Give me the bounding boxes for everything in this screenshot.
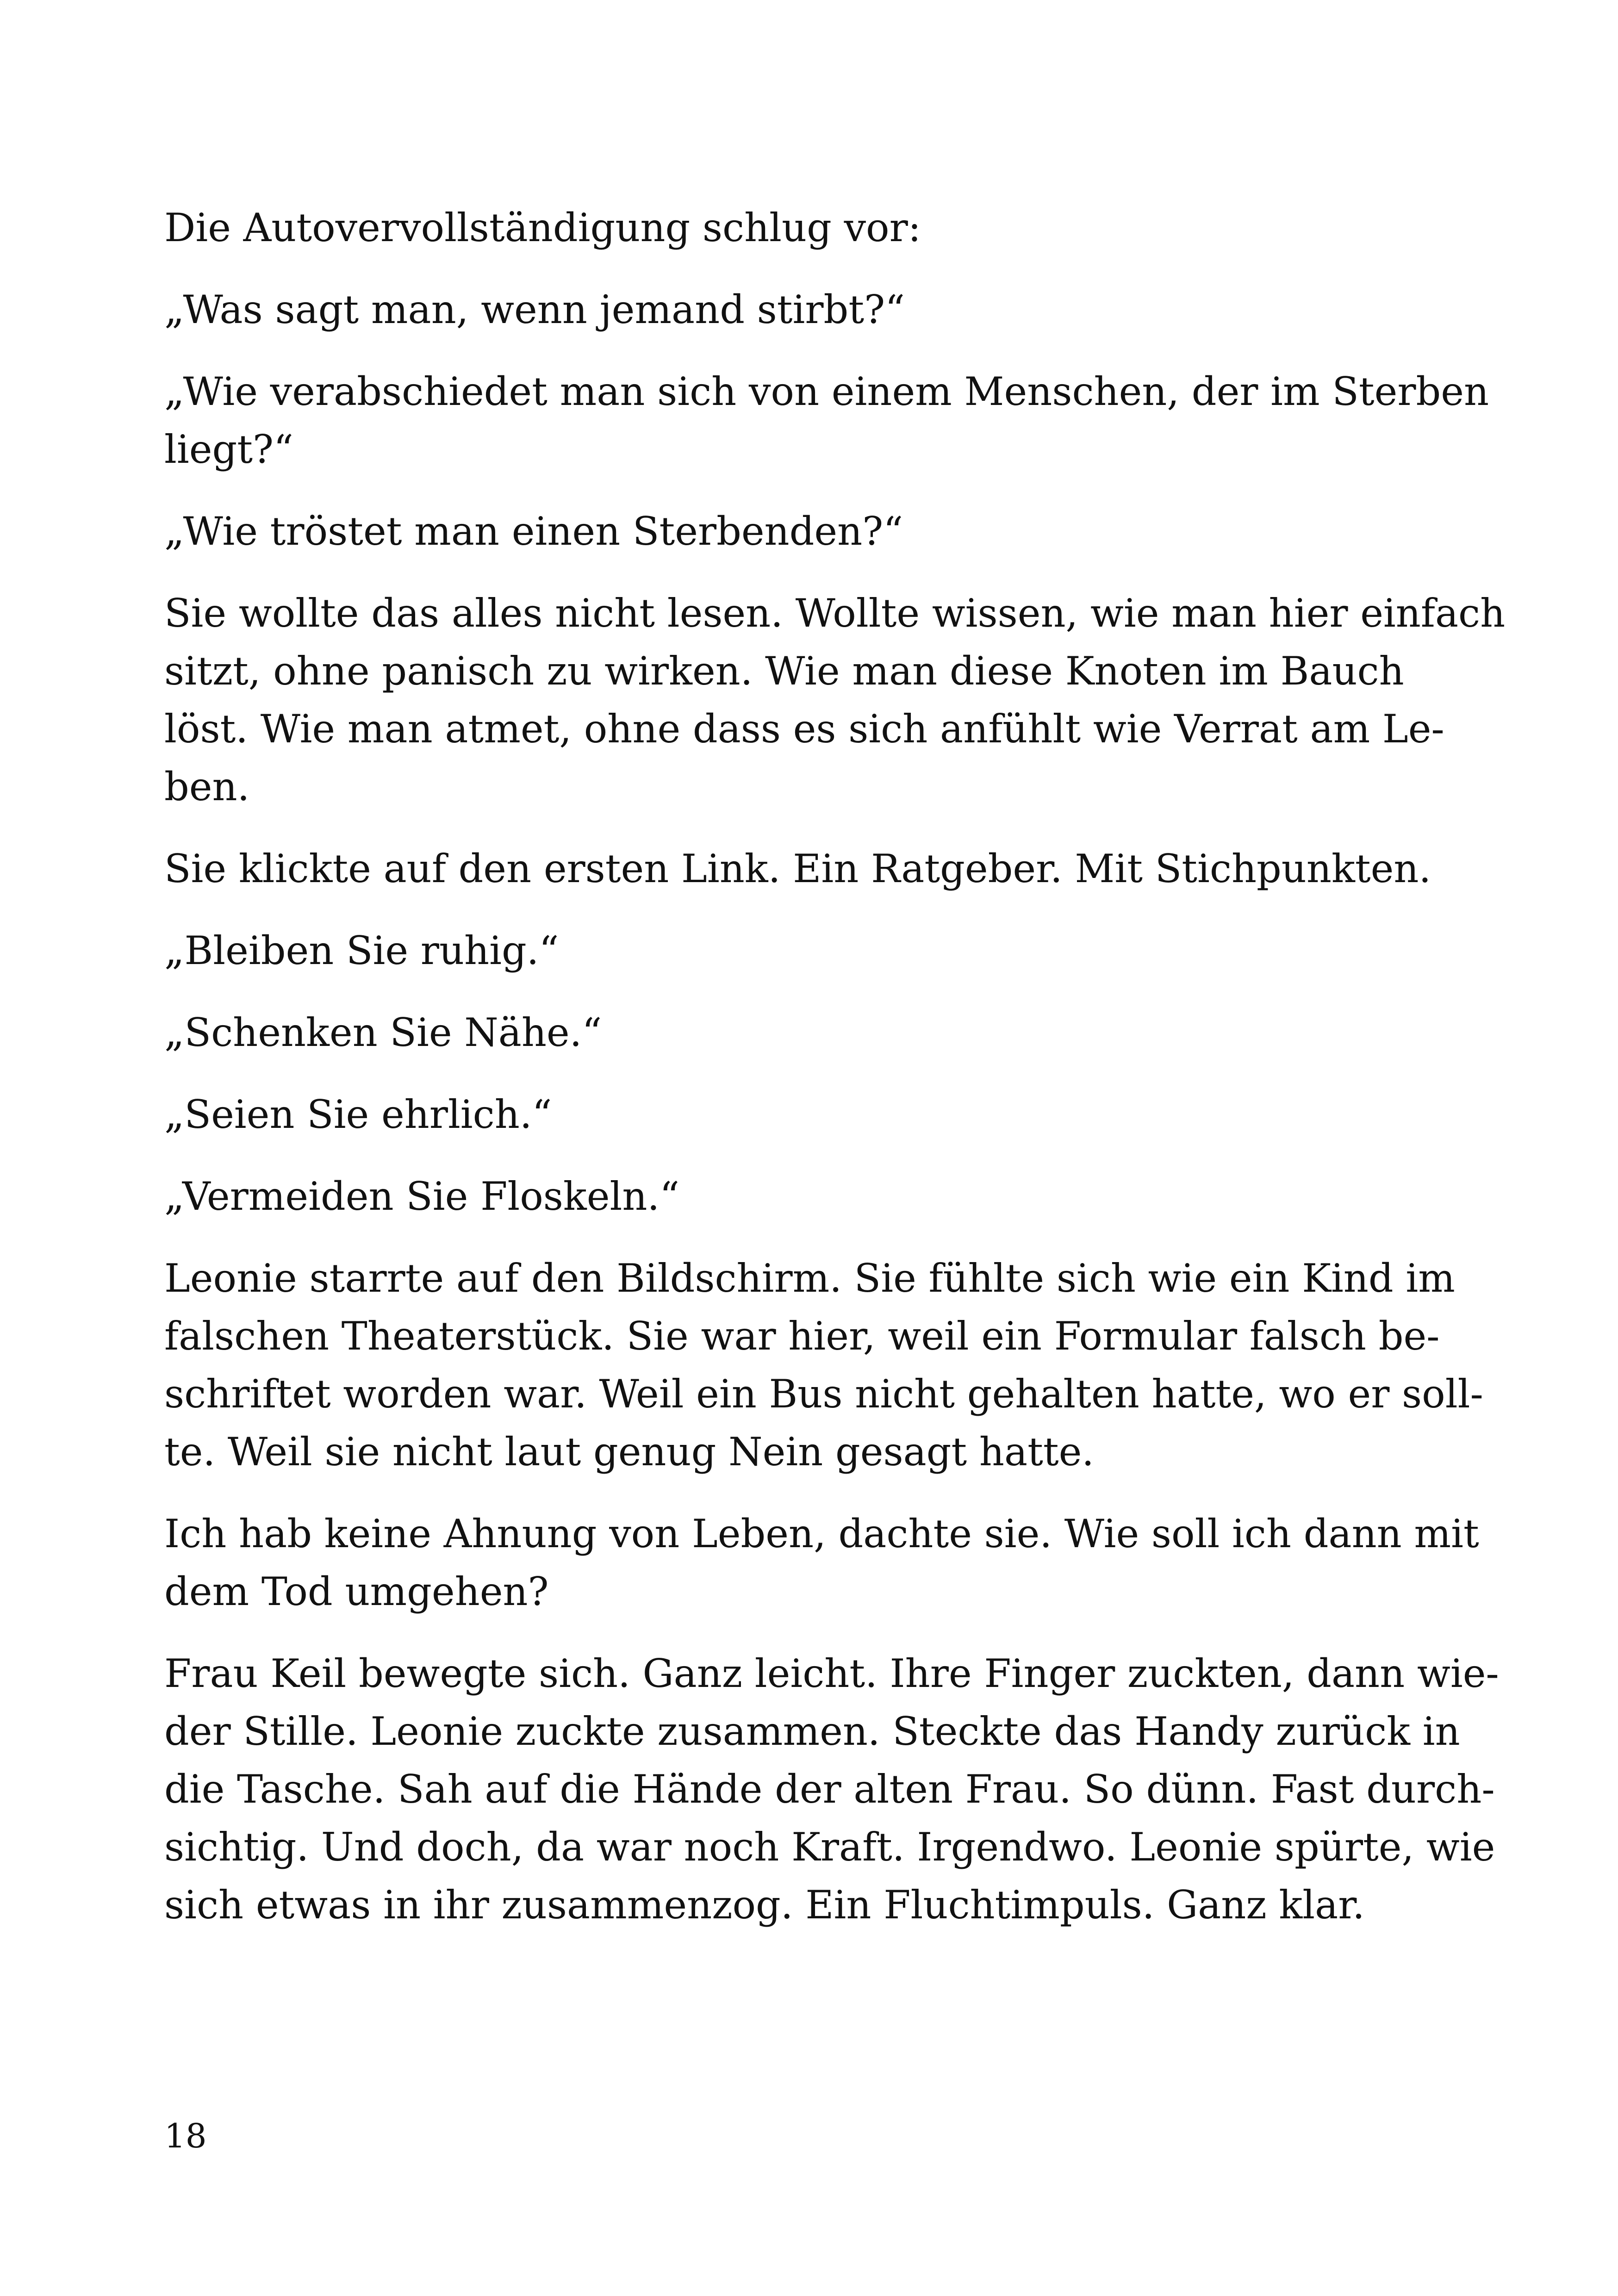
paragraph — [164, 1086, 1451, 1144]
text-line: dem Tod umgehen? — [164, 1569, 549, 1614]
text-line: „Wie tröstet man einen Sterbenden?“ — [164, 509, 903, 554]
text-line: sich etwas in ihr zusammenzog. Ein Fluchtimpuls. Ganz klar. — [164, 1882, 1365, 1928]
text-line: falschen Theaterstück. Sie war hier, weil ein Formular falsch be- — [164, 1313, 1440, 1359]
text-line: Die Autovervollständigung schlug vor: — [164, 205, 921, 250]
text-line: „Bleiben Sie ruhig.“ — [164, 928, 559, 973]
text-line: te. Weil sie nicht laut genug Nein gesagt hatte. — [164, 1429, 1094, 1475]
text-line: schriftet worden war. Weil ein Bus nicht gehalten hatte, wo er soll- — [164, 1371, 1483, 1417]
paragraph — [164, 1250, 1483, 1481]
text-line: Ich hab keine Ahnung von Leben, dachte sie. Wie soll ich dann mit — [164, 1511, 1479, 1556]
paragraph — [164, 199, 1451, 257]
text-line: der Stille. Leonie zuckte zusammen. Steckte das Handy zurück in — [164, 1709, 1460, 1754]
text-line: Sie klickte auf den ersten Link. Ein Ratgeber. Mit Stichpunkten. — [164, 846, 1431, 891]
text-line: sichtig. Und doch, da war noch Kraft. Irgendwo. Leonie spürte, wie — [164, 1824, 1495, 1870]
text-line: „Was sagt man, wenn jemand stirbt?“ — [164, 287, 905, 332]
text-line: liegt?“ — [164, 427, 293, 472]
paragraph — [164, 585, 1506, 816]
paragraph — [164, 1004, 1451, 1062]
text-line: Leonie starrte auf den Bildschirm. Sie fühlte sich wie ein Kind im — [164, 1256, 1455, 1301]
paragraph — [164, 363, 1489, 479]
paragraph — [164, 922, 1451, 980]
text-line: löst. Wie man atmet, ohne dass es sich anfühlt wie Verrat am Le- — [164, 706, 1444, 752]
paragraph — [164, 840, 1451, 898]
text-line: sitzt, ohne panisch zu wirken. Wie man diese Knoten im Bauch — [164, 648, 1404, 694]
paragraph — [164, 1645, 1499, 1934]
body-text — [164, 199, 1506, 1958]
text-line: „Vermeiden Sie Floskeln.“ — [164, 1174, 680, 1219]
paragraph — [164, 281, 1451, 339]
paragraph — [164, 1505, 1479, 1621]
text-line: „Schenken Sie Nähe.“ — [164, 1010, 602, 1055]
text-line: ben. — [164, 764, 250, 809]
text-line: Frau Keil bewegte sich. Ganz leicht. Ihre Finger zuckten, dann wie- — [164, 1651, 1499, 1696]
paragraph — [164, 1168, 1451, 1226]
paragraph — [164, 503, 1451, 560]
text-line: „Wie verabschiedet man sich von einem Menschen, der im Sterben — [164, 369, 1489, 414]
text-line: „Seien Sie ehrlich.“ — [164, 1092, 552, 1137]
text-line: Sie wollte das alles nicht lesen. Wollte wissen, wie man hier einfach — [164, 591, 1506, 636]
text-line: die Tasche. Sah auf die Hände der alten Frau. So dünn. Fast durch- — [164, 1767, 1495, 1812]
page-number: 18 — [164, 2116, 207, 2155]
